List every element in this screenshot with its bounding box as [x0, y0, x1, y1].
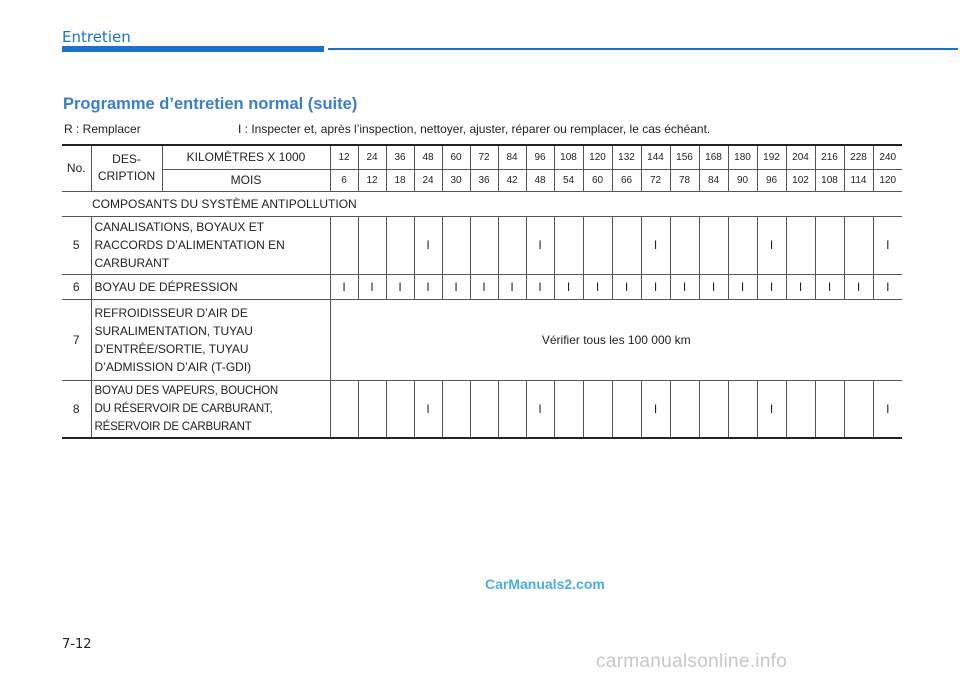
km-interval-cell: 36	[386, 145, 414, 169]
interval-mark: I	[526, 380, 554, 438]
interval-mark: I	[757, 216, 786, 274]
interval-mark	[728, 216, 757, 274]
row-note: Vérifier tous les 100 000 km	[330, 299, 902, 380]
interval-mark: I	[498, 274, 526, 299]
interval-mark	[554, 216, 583, 274]
table-row	[62, 216, 902, 274]
km-interval-cell: 192	[757, 145, 786, 169]
category-row	[62, 191, 902, 216]
interval-mark	[358, 216, 386, 274]
interval-mark	[699, 216, 728, 274]
km-header-row	[62, 145, 902, 169]
col-desc-header: DES- CRIPTION	[91, 145, 162, 191]
interval-mark	[670, 380, 699, 438]
interval-mark: I	[470, 274, 498, 299]
interval-mark: I	[414, 216, 442, 274]
interval-mark	[612, 380, 641, 438]
km-label: KILOMÈTRES X 1000	[162, 145, 330, 169]
km-interval-cell: 144	[641, 145, 670, 169]
months-label: MOIS	[162, 169, 330, 191]
interval-mark: I	[641, 274, 670, 299]
month-interval-cell: 18	[386, 169, 414, 191]
km-interval-cell: 96	[526, 145, 554, 169]
month-interval-cell: 30	[442, 169, 470, 191]
km-interval-cell: 120	[583, 145, 612, 169]
month-interval-cell: 84	[699, 169, 728, 191]
interval-mark	[470, 216, 498, 274]
interval-mark	[815, 216, 844, 274]
month-interval-cell: 6	[330, 169, 358, 191]
interval-mark: I	[757, 380, 786, 438]
interval-mark	[330, 216, 358, 274]
row-description: CANALISATIONS, BOYAUX ET RACCORDS D’ALIMENTATION EN CARBURANT	[91, 216, 330, 274]
interval-mark: I	[526, 274, 554, 299]
km-interval-cell: 228	[844, 145, 873, 169]
month-interval-cell: 96	[757, 169, 786, 191]
interval-mark: I	[844, 274, 873, 299]
interval-mark: I	[757, 274, 786, 299]
legend-inspect: I : Inspecter et, après l’inspection, nettoyer, ajuster, réparer ou remplacer, le cas échéant.	[238, 122, 711, 136]
interval-mark	[844, 380, 873, 438]
km-interval-cell: 180	[728, 145, 757, 169]
months-header-row	[62, 169, 902, 191]
row-number: 7	[62, 299, 91, 380]
interval-mark	[358, 380, 386, 438]
km-interval-cell: 156	[670, 145, 699, 169]
interval-mark: I	[442, 274, 470, 299]
header-rule-thin	[328, 48, 958, 50]
row-description: REFROIDISSEUR D’AIR DE SURALIMENTATION, TUYAU D’ENTRÉE/SORTIE, TUYAU D’ADMISSION D’AIR (T-GDI)	[91, 299, 330, 380]
km-interval-cell: 216	[815, 145, 844, 169]
category-label: COMPOSANTS DU SYSTÈME ANTIPOLLUTION	[62, 191, 902, 216]
km-interval-cell: 84	[498, 145, 526, 169]
month-interval-cell: 42	[498, 169, 526, 191]
interval-mark: I	[873, 274, 902, 299]
month-interval-cell: 12	[358, 169, 386, 191]
interval-mark: I	[330, 274, 358, 299]
row-number: 6	[62, 274, 91, 299]
interval-mark	[583, 216, 612, 274]
page-heading: Programme d’entretien normal (suite)	[63, 95, 358, 113]
interval-mark: I	[583, 274, 612, 299]
interval-mark	[786, 216, 815, 274]
row-description: BOYAU DE DÉPRESSION	[91, 274, 330, 299]
maintenance-table	[62, 144, 902, 439]
interval-mark	[470, 380, 498, 438]
interval-mark	[786, 380, 815, 438]
table-row	[62, 380, 902, 438]
interval-mark: I	[414, 380, 442, 438]
km-interval-cell: 60	[442, 145, 470, 169]
interval-mark: I	[612, 274, 641, 299]
interval-mark	[442, 216, 470, 274]
interval-mark	[670, 216, 699, 274]
interval-mark: I	[414, 274, 442, 299]
interval-mark: I	[815, 274, 844, 299]
interval-mark: I	[728, 274, 757, 299]
km-interval-cell: 48	[414, 145, 442, 169]
interval-mark	[583, 380, 612, 438]
month-interval-cell: 66	[612, 169, 641, 191]
month-interval-cell: 78	[670, 169, 699, 191]
month-interval-cell: 60	[583, 169, 612, 191]
interval-mark	[386, 380, 414, 438]
interval-mark: I	[873, 380, 902, 438]
month-interval-cell: 120	[873, 169, 902, 191]
interval-mark: I	[641, 380, 670, 438]
interval-mark	[498, 216, 526, 274]
month-interval-cell: 72	[641, 169, 670, 191]
month-interval-cell: 102	[786, 169, 815, 191]
watermark-link[interactable]: CarManuals2.com	[485, 576, 605, 592]
month-interval-cell: 108	[815, 169, 844, 191]
interval-mark: I	[670, 274, 699, 299]
interval-mark	[612, 216, 641, 274]
month-interval-cell: 114	[844, 169, 873, 191]
interval-mark	[330, 380, 358, 438]
table-row	[62, 274, 902, 299]
interval-mark	[699, 380, 728, 438]
interval-mark	[815, 380, 844, 438]
interval-mark: I	[386, 274, 414, 299]
km-interval-cell: 168	[699, 145, 728, 169]
interval-mark	[498, 380, 526, 438]
km-interval-cell: 72	[470, 145, 498, 169]
km-interval-cell: 12	[330, 145, 358, 169]
legend-replace: R : Remplacer	[64, 122, 141, 136]
table-row	[62, 299, 902, 380]
month-interval-cell: 90	[728, 169, 757, 191]
interval-mark	[386, 216, 414, 274]
km-interval-cell: 240	[873, 145, 902, 169]
month-interval-cell: 24	[414, 169, 442, 191]
month-interval-cell: 48	[526, 169, 554, 191]
interval-mark: I	[699, 274, 728, 299]
interval-mark: I	[358, 274, 386, 299]
row-number: 8	[62, 380, 91, 438]
month-interval-cell: 54	[554, 169, 583, 191]
interval-mark: I	[873, 216, 902, 274]
interval-mark: I	[641, 216, 670, 274]
km-interval-cell: 108	[554, 145, 583, 169]
interval-mark	[844, 216, 873, 274]
header-rule-thick	[62, 46, 324, 52]
km-interval-cell: 132	[612, 145, 641, 169]
section-title: Entretien	[62, 28, 131, 46]
interval-mark	[554, 380, 583, 438]
interval-mark	[442, 380, 470, 438]
interval-mark	[728, 380, 757, 438]
page-number: 7-12	[62, 637, 92, 652]
footer-watermark: carmanualsonline.info	[596, 651, 788, 672]
col-no-header: No.	[62, 145, 91, 191]
interval-mark: I	[526, 216, 554, 274]
month-interval-cell: 36	[470, 169, 498, 191]
row-number: 5	[62, 216, 91, 274]
interval-mark: I	[554, 274, 583, 299]
km-interval-cell: 24	[358, 145, 386, 169]
row-description: BOYAU DES VAPEURS, BOUCHON DU RÉSERVOIR DE CARBURANT, RÉSERVOIR DE CARBURANT	[91, 380, 330, 438]
interval-mark: I	[786, 274, 815, 299]
km-interval-cell: 204	[786, 145, 815, 169]
